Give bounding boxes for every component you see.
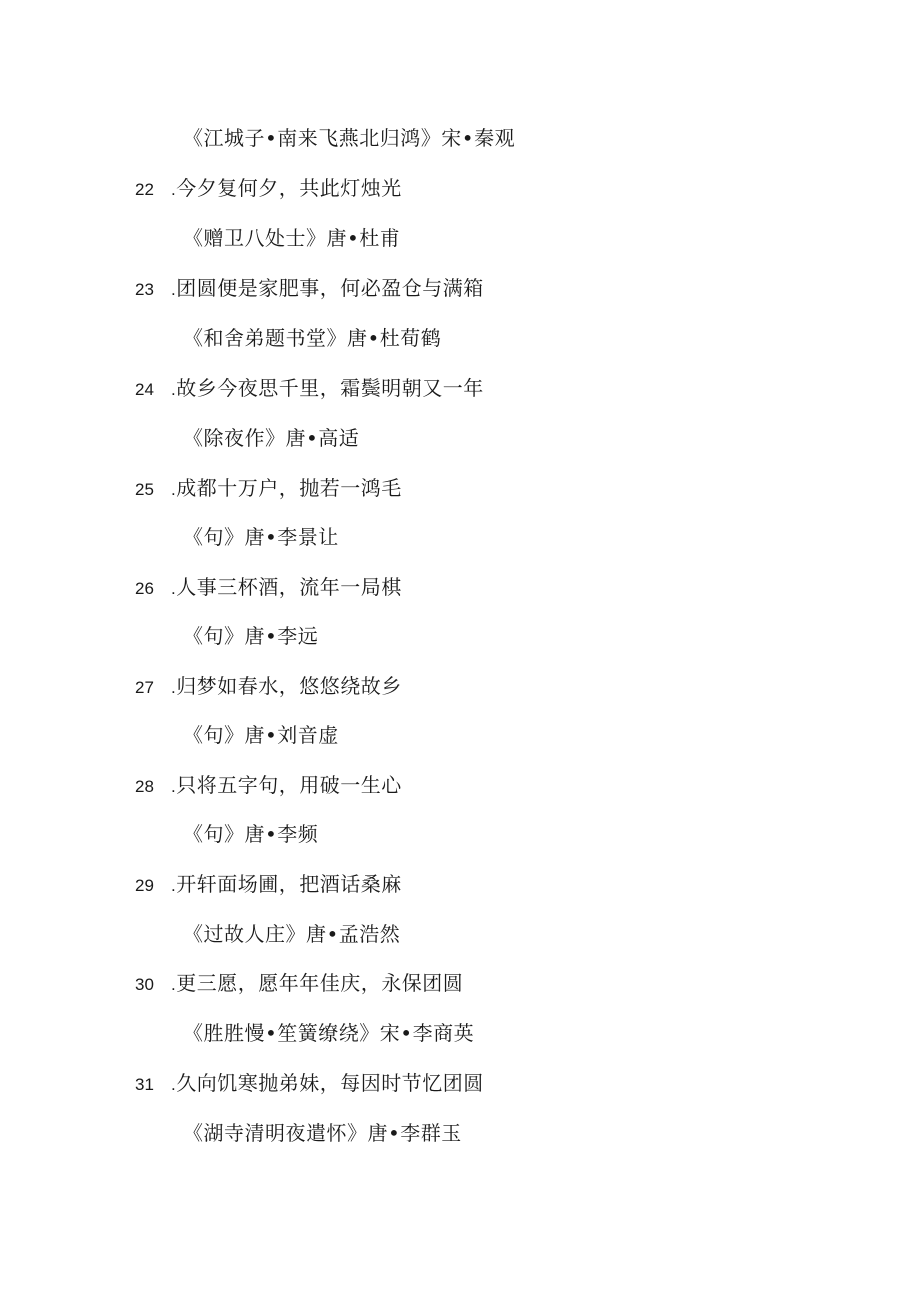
verse-line-25: [135, 474, 402, 504]
source-line-27: 《句》唐•刘音虚: [183, 723, 339, 747]
verse-line-30: [135, 969, 463, 999]
verse-line-31: [135, 1069, 484, 1099]
source-line-28: 《句》唐•李频: [183, 822, 319, 846]
verse-number: 30: [135, 975, 154, 994]
verse-text: 故乡今夜思千里，霜鬓明朝又一年: [176, 376, 484, 400]
verse-separator: .: [171, 678, 177, 697]
source-line-31: 《湖寺清明夜遣怀》唐•李群玉: [183, 1121, 462, 1145]
verse-separator: .: [171, 975, 177, 994]
verse-line-24: [135, 374, 484, 404]
verse-line-29: [135, 870, 402, 900]
verse-line-23: [135, 274, 484, 304]
source-line-30: 《胜胜慢•笙簧缭绕》宋•李商英: [183, 1021, 475, 1045]
verse-text: 更三愿，愿年年佳庆，永保团圆: [176, 971, 464, 995]
source-line-29: 《过故人庄》唐•孟浩然: [183, 922, 401, 946]
verse-text: 人事三杯酒，流年一局棋: [176, 575, 402, 599]
verse-text: 只将五字句，用破一生心: [176, 773, 402, 797]
verse-number: 31: [135, 1075, 154, 1094]
verse-line-26: [135, 573, 402, 603]
verse-separator: .: [171, 180, 177, 199]
verse-separator: .: [171, 579, 177, 598]
verse-text: 开轩面场圃，把酒话桑麻: [176, 872, 402, 896]
verse-separator: .: [171, 280, 177, 299]
verse-number: 27: [135, 678, 154, 697]
verse-number: 28: [135, 777, 154, 796]
verse-text: 团圆便是家肥事，何必盈仓与满箱: [176, 276, 484, 300]
verse-line-28: [135, 771, 402, 801]
verse-text: 久向饥寒抛弟妹，每因时节忆团圆: [176, 1071, 484, 1095]
verse-number: 23: [135, 280, 154, 299]
verse-separator: .: [171, 380, 177, 399]
verse-separator: .: [171, 876, 177, 895]
source-line-26: 《句》唐•李远: [183, 624, 319, 648]
verse-number: 25: [135, 480, 154, 499]
source-line-23: 《和舍弟题书堂》唐•杜荀鹤: [183, 326, 442, 350]
verse-line-22: [135, 174, 402, 204]
top-source-line: 《江城子•南来飞燕北归鸿》宋•秦观: [183, 126, 516, 150]
verse-separator: .: [171, 777, 177, 796]
verse-text: 归梦如春水，悠悠绕故乡: [176, 674, 402, 698]
verse-number: 26: [135, 579, 154, 598]
verse-number: 29: [135, 876, 154, 895]
verse-text: 成都十万户，抛若一鸿毛: [176, 476, 402, 500]
verse-number: 22: [135, 180, 154, 199]
verse-number: 24: [135, 380, 154, 399]
verse-text: 今夕复何夕，共此灯烛光: [176, 176, 402, 200]
source-line-22: 《赠卫八处士》唐•杜甫: [183, 226, 401, 250]
source-line-24: 《除夜作》唐•高适: [183, 426, 360, 450]
verse-separator: .: [171, 1075, 177, 1094]
source-line-25: 《句》唐•李景让: [183, 525, 339, 549]
verse-line-27: [135, 672, 402, 702]
verse-separator: .: [171, 480, 177, 499]
